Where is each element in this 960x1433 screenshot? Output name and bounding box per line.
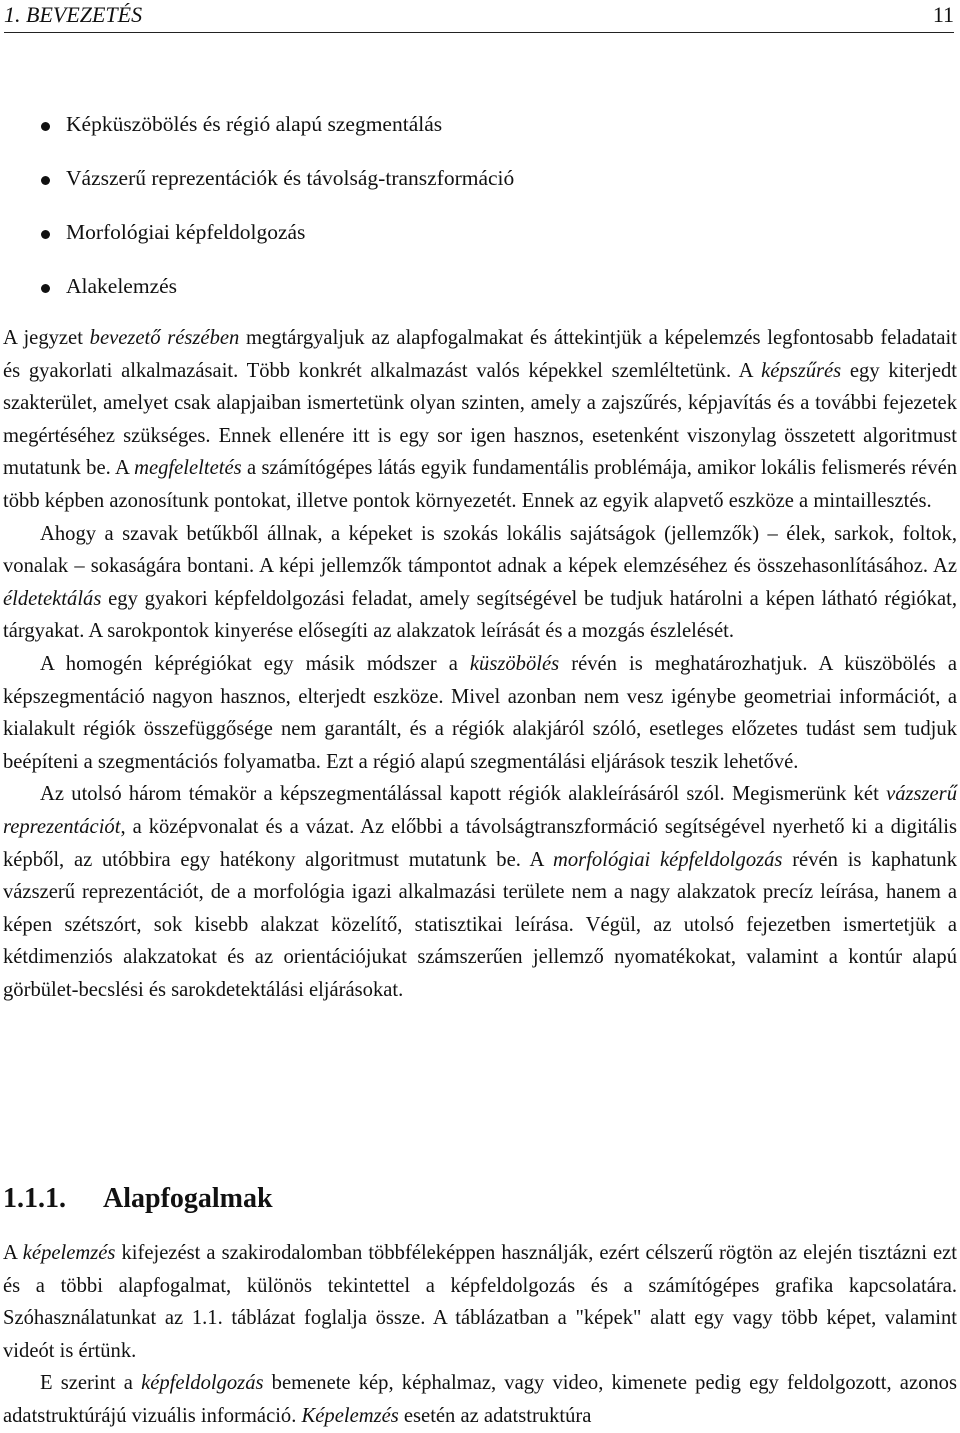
list-item-text: Vázszerű reprezentációk és távolság-transzformáció [66,166,515,190]
emphasis: éldetektálás [3,587,102,610]
bullet-icon [41,122,50,131]
emphasis: küszöbölés [469,652,560,675]
paragraph-processing: E szerint a képfeldolgozás bemenete kép, képhalmaz, vagy video, kimenete pedig egy feldolgozott, azonos adatstruktúrájú vizuális információ. Képelemzés esetén az adatstruktúra [3,1372,957,1427]
running-header [4,0,954,33]
paragraph-thresholding: A homogén képrégiókat egy másik módszer a küszöbölés révén is meghatározhatjuk. A küszöbölés a képszegmentáció nagyon hasznos, elterjedt eszköze. Mivel azonban nem vesz igénybe geometriai információt, a kialakult régiók összefüggősége nem garantált, és a régiók alakjáról szóló, esetleges előzetes tudást sem tudjuk beépíteni a szegmentációs folyamatba. Ezt a régió alapú szegmentálási eljárások teszik lehetővé. [3,652,957,773]
list-item-text: Morfológiai képfeldolgozás [66,220,306,244]
emphasis: képelemzés [22,1242,116,1264]
page-number: 11 [932,2,954,27]
paragraph-shape: Az utolsó három témakör a képszegmentálással kapott régiók alakleírásáról szól. Megismerünk két vázszerű reprezentációt, a középvonalat és a vázat. Az előbbi a távolságtranszformáció segítségével nyerhető ki a digitális képből, az utóbbira egy hatékony algoritmust mutatunk be. A morfológiai képfeldolgozás révén is kaphatunk vázszerű reprezentációt, de a morfológia igazi alkalmazási területe nem a nagy alakzatok precíz leírása, hanem a képen szétszórt, sok kisebb alakzat közelítő, statisztikai leírása. Végül, az utolsó fejezetben ismertetjük a kétdimenziós alakzatokat és az orientációjukat számszerűen jellemző nyomatékokat, valamint a kontúr alapú görbület-becslési és sarokdetektálási eljárásokat. [3,783,957,1001]
emphasis: morfológiai képfeldolgozás [553,848,783,871]
emphasis: bevezető részében [89,327,240,349]
list-item [0,216,960,270]
paragraph-intro: A jegyzet bevezető részében megtárgyaljuk az alapfogalmakat és áttekintjük a képelemzés legfontosabb feladatait és gyakorlati alkalmazásait. Több konkrét alkalmazást valós képekkel szemléltetünk. A képszűrés egy kiterjedt szakterület, amelyet csak alapjaiban ismertetünk olyan szinten, amely a zajszűrés, képjavítás és a további fejezetek megértéséhez szükséges. Ennek ellenére itt is egy sor igen hasznos, esetenként viszonylag összetett algoritmust mutatunk be. A megfeleltetés a számítógépes látás egyik fundamentális problémája, amikor lokális felismerés révén több képben azonosítunk pontokat, illetve pontok környezetét. Ennek az egyik alapvető eszköze a mintaillesztés. [3,327,958,512]
paragraph-basics: A képelemzés kifejezést a szakirodalomban többféleképpen használják, ezért célszerű rögtön az elején tisztázni ezt és a többi alapfogalmat, különös tekintettel a képfeldolgozás és a számítógépes grafika kapcsolatára. Szóhasználatunkat az 1.1. táblázat foglalja össze. A táblázatban a "képek" alatt egy vagy több képet, valamint videót is értünk. [3,1242,958,1362]
list-item [0,270,960,324]
emphasis: képfeldolgozás [141,1372,264,1395]
emphasis: megfeleltetés [134,457,242,480]
chapter-title: 1. BEVEZETÉS [4,2,143,27]
list-item [0,162,960,216]
section-heading [3,1183,273,1215]
emphasis: képszűrés [761,359,842,382]
intro-text [3,322,957,1006]
bullet-icon [41,284,50,293]
section-number: 1.1.1. [3,1183,66,1214]
list-item-text: Képküszöbölés és régió alapú szegmentálás [66,112,443,136]
emphasis: Képelemzés [301,1404,399,1427]
bullet-icon [41,230,50,239]
bullet-icon [41,176,50,185]
emphasis: vázszerű reprezentációt [3,783,957,838]
topic-list [0,108,960,324]
section-title: Alapfogalmak [103,1183,273,1214]
list-item-text: Alakelemzés [66,274,178,298]
paragraph-features: Ahogy a szavak betűkből állnak, a képeket is szokás lokális sajátságok (jellemzők) – élek, sarkok, foltok, vonalak – sokaságára bontani. A képi jellemzők támpontot adnak a képek elemzéséhez és összehasonlításához. Az éldetektálás egy gyakori képfeldolgozási feladat, amely segítségével be tudjuk határolni a képen látható régiókat, tárgyakat. A sarokpontok kinyerése elősegíti az alakzatok leírását és a mozgás észlelését. [3,522,957,643]
section-text [3,1237,957,1433]
list-item [0,108,960,162]
